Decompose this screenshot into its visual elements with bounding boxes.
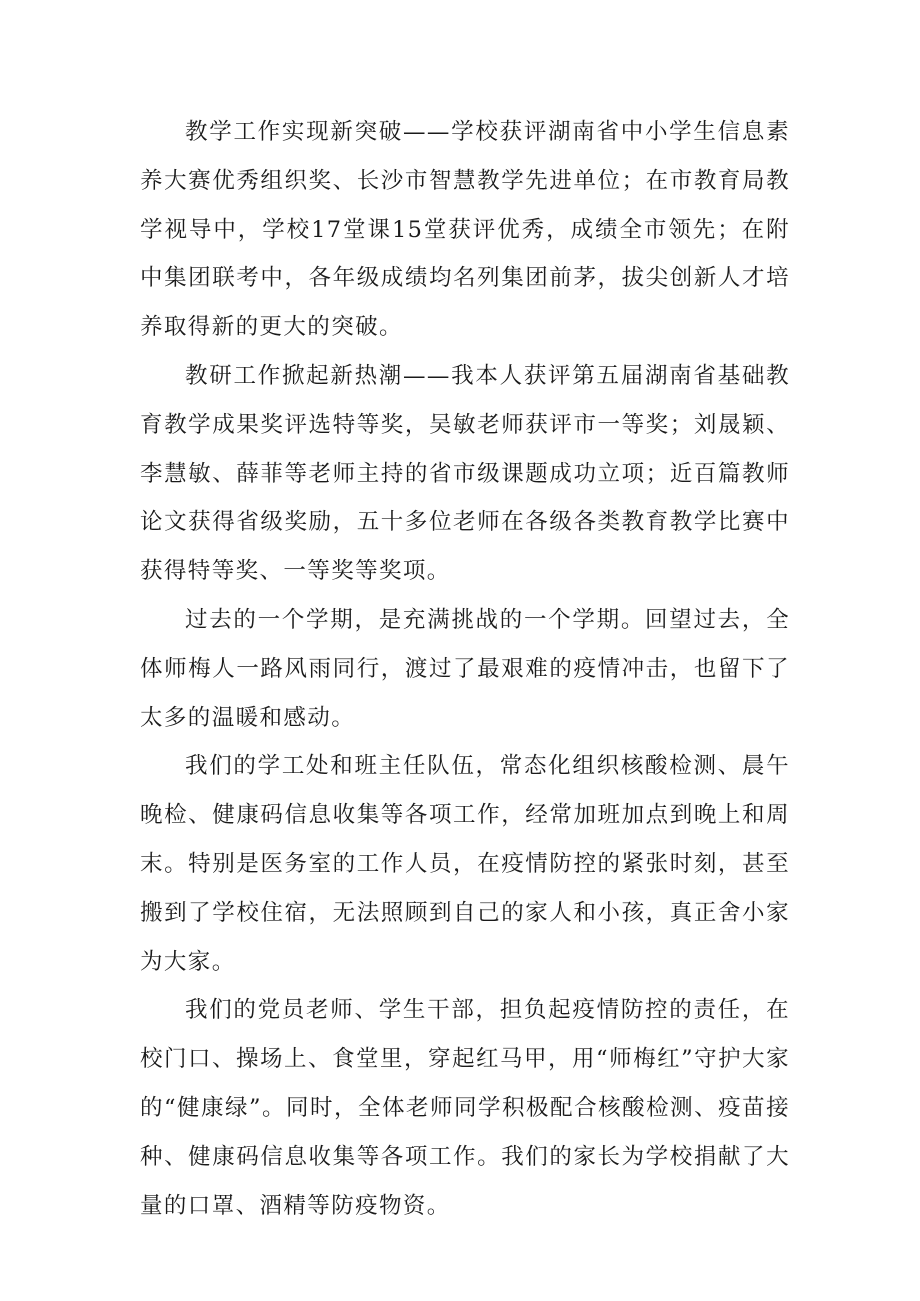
paragraph-teaching: 教学工作实现新突破——学校获评湖南省中小学生信息素养大赛优秀组织奖、长沙市智慧教学先进单位；在市教育局教学视导中，学校17堂课15堂获评优秀，成绩全市领先；在附中集团联考中，各年级成绩均名列集团前茅，拔尖创新人才培养取得新的更大的突破。 (140, 119, 790, 341)
document-body (140, 108, 790, 1230)
paragraph-past-semester: 过去的一个学期，是充满挑战的一个学期。回望过去，全体师梅人一路风雨同行，渡过了最艰难的疫情冲击，也留下了太多的温暖和感动。 (140, 606, 790, 731)
paragraph-party-members: 我们的党员老师、学生干部，担负起疫情防控的责任，在校门口、操场上、食堂里，穿起红马甲，用“师梅红”守护大家的“健康绿”。同时，全体老师同学积极配合核酸检测、疫苗接种、健康码信息收集等各项工作。我们的家长为学校捐献了大量的口罩、酒精等防疫物资。 (140, 997, 790, 1219)
paragraph-research: 教研工作掀起新热潮——我本人获评第五届湖南省基础教育教学成果奖评选特等奖，吴敏老师获评市一等奖；刘晟颖、李慧敏、薛菲等老师主持的省市级课题成功立项；近百篇教师论文获得省级奖励，五十多位老师在各级各类教育教学比赛中获得特等奖、一等奖等奖项。 (140, 362, 790, 585)
paragraph-student-affairs: 我们的学工处和班主任队伍，常态化组织核酸检测、晨午晚检、健康码信息收集等各项工作，经常加班加点到晚上和周末。特别是医务室的工作人员，在疫情防控的紧张时刻，甚至搬到了学校住宿，无法照顾到自己的家人和小孩，真正舍小家为大家。 (140, 753, 790, 975)
